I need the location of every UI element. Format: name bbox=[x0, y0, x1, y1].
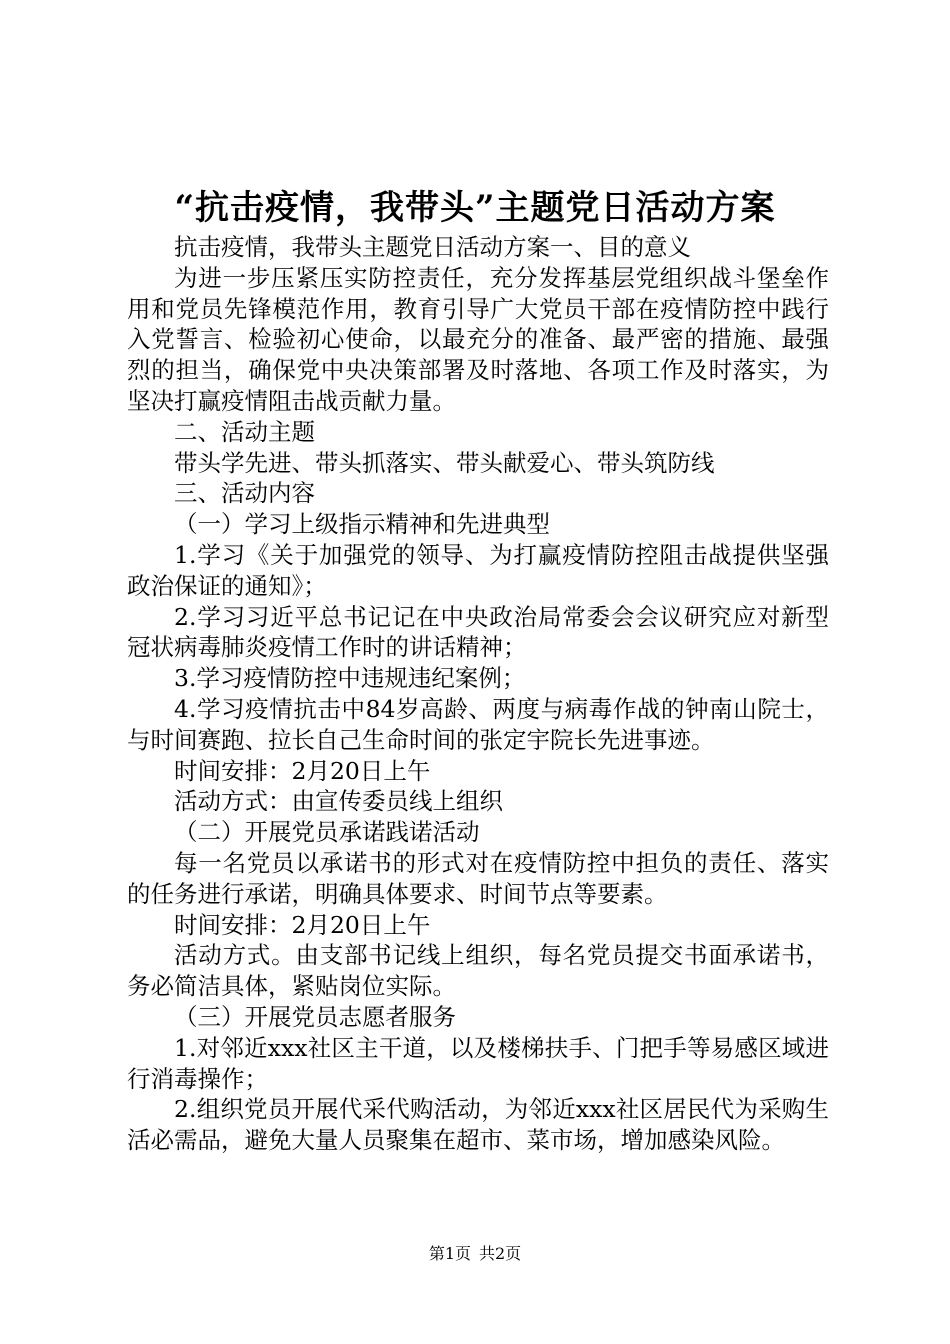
list-item: 3.学习疫情防控中违规违纪案例； bbox=[174, 664, 526, 693]
list-item: 2.学习习近平总书记记在中央政治局常委会会议研究应对新型冠状病毒肺炎疫情工作时的讲话精神； bbox=[127, 602, 829, 662]
paragraph: 为进一步压紧压实防控责任，充分发挥基层党组织战斗堡垒作用和党员先锋模范作用，教育引导广大党员干部在疫情防控中践行入党誓言、检验初心使命，以最充分的准备、最严密的措施、最强烈的担当，确保党中央决策部署及时落地、各项工作及时落实，为坚决打赢疫情阻击战贡献力量。 bbox=[127, 263, 829, 415]
list-item: 1.学习《关于加强党的领导、为打赢疫情防控阻击战提供坚强政治保证的通知》； bbox=[127, 540, 829, 600]
page-footer bbox=[0, 1243, 950, 1265]
paragraph: 每一名党员以承诺书的形式对在疫情防控中担负的责任、落实的任务进行承诺，明确具体要求、时间节点等要素。 bbox=[127, 848, 829, 908]
paragraph: 带头学先进、带头抓落实、带头献爱心、带头筑防线 bbox=[174, 448, 715, 477]
list-item: 2.组织党员开展代采代购活动，为邻近xxx社区居民代为采购生活必需品，避免大量人员聚集在超市、菜市场，增加感染风险。 bbox=[127, 1095, 829, 1155]
subsection-heading: （一）学习上级指示精神和先进典型 bbox=[174, 510, 550, 539]
list-item: 1.对邻近xxx社区主干道，以及楼梯扶手、门把手等易感区域进行消毒操作； bbox=[127, 1033, 829, 1093]
section-heading: 三、活动内容 bbox=[174, 479, 315, 508]
paragraph: 时间安排：2月20日上午 bbox=[174, 910, 431, 939]
page-number: 第1页 bbox=[428, 1244, 471, 1263]
paragraph: 活动方式：由宣传委员线上组织 bbox=[174, 787, 503, 816]
subsection-heading: （二）开展党员承诺践诺活动 bbox=[174, 818, 480, 847]
paragraph: 时间安排：2月20日上午 bbox=[174, 756, 431, 785]
paragraph: 活动方式。由支部书记线上组织，每名党员提交书面承诺书，务必简洁具体，紧贴岗位实际。 bbox=[127, 941, 829, 1001]
subsection-heading: （三）开展党员志愿者服务 bbox=[174, 1002, 456, 1031]
list-item: 4.学习疫情抗击中84岁高龄、两度与病毒作战的钟南山院士，与时间赛跑、拉长自己生命时间的张定宇院长先进事迹。 bbox=[127, 694, 829, 754]
section-heading: 二、活动主题 bbox=[174, 417, 315, 446]
document-body bbox=[127, 232, 829, 1156]
paragraph: 抗击疫情，我带头主题党日活动方案一、目的意义 bbox=[174, 233, 691, 261]
page-total: 共2页 bbox=[479, 1244, 522, 1263]
document-title: “抗击疫情，我带头”主题党日活动方案 bbox=[174, 188, 776, 228]
